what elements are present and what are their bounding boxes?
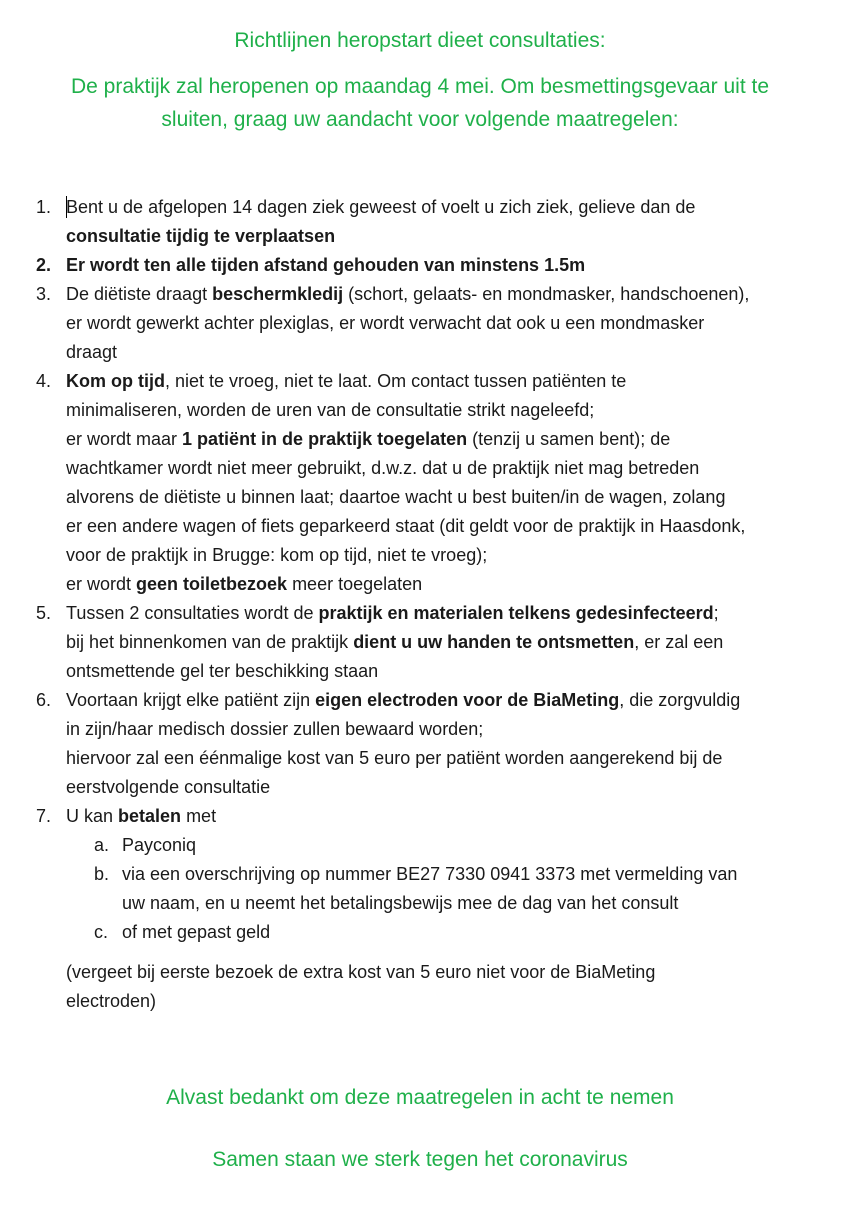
list-item-text: alvorens de diëtiste u binnen laat; daartoe wacht u best buiten/in de wagen, zolang: [66, 487, 726, 507]
list-item-text: meer toegelaten: [287, 574, 423, 594]
list-item-5: [30, 599, 840, 686]
list-number: 2.: [36, 255, 52, 275]
list-item-bold: Kom op tijd: [66, 371, 165, 391]
list-item-text: bij het binnenkomen van de praktijk: [66, 632, 354, 652]
list-item-bold: consultatie tijdig te verplaatsen: [66, 226, 336, 246]
list-item-2: [30, 251, 840, 280]
list-item-text: Bent u de afgelopen 14 dagen ziek geweest of voelt u zich ziek, gelieve dan de: [66, 197, 696, 217]
list-item-bold: praktijk en materialen telkens gedesinfecteerd: [318, 603, 714, 623]
list-item-bold: 1 patiënt in de praktijk toegelaten: [182, 429, 468, 449]
list-item-text: De diëtiste draagt: [66, 284, 213, 304]
list-item-text: , niet te vroeg, niet te laat. Om contact tussen patiënten te: [164, 371, 627, 391]
list-item-text: in zijn/haar medisch dossier zullen bewaard worden;: [66, 719, 484, 739]
list-item-text: minimaliseren, worden de uren van de consultatie strikt nageleefd;: [66, 400, 595, 420]
list-item-3: [30, 280, 840, 367]
intro-line-1: De praktijk zal heropenen op maandag 4 mei. Om besmettingsgevaar uit te: [70, 75, 770, 98]
list-item-bold: geen toiletbezoek: [136, 574, 288, 594]
list-item-text: wachtkamer wordt niet meer gebruikt, d.w.z. dat u de praktijk niet mag betreden: [66, 458, 700, 478]
list-item-text: , die zorgvuldig: [619, 690, 741, 710]
list-item-text: er wordt gewerkt achter plexiglas, er wordt verwacht dat ook u een mondmasker: [66, 313, 705, 333]
list-item-text: met: [181, 806, 217, 826]
list-item-6: [30, 686, 840, 802]
list-item-text: ;: [713, 603, 719, 623]
list-item-text: draagt: [66, 342, 118, 362]
list-item-text: U kan: [66, 806, 119, 826]
list-item-text: Voortaan krijgt elke patiënt zijn: [66, 690, 316, 710]
sub-item-text: of met gepast geld: [122, 922, 271, 942]
list-item-text: (tenzij u samen bent); de: [467, 429, 671, 449]
measures-list: [30, 193, 840, 947]
intro-line-2: sluiten, graag uw aandacht voor volgende maatregelen:: [161, 108, 679, 131]
list-item-text: voor de praktijk in Brugge: kom op tijd, niet te vroeg);: [66, 545, 488, 565]
list-item-text: (schort, gelaats- en mondmasker, handschoenen),: [343, 284, 750, 304]
list-item-text: eerstvolgende consultatie: [66, 777, 271, 797]
note-line-2: electroden): [66, 991, 157, 1011]
list-item-text: , er zal een: [634, 632, 724, 652]
list-item-bold: dient u uw handen te ontsmetten: [353, 632, 635, 652]
list-item-4: [30, 367, 840, 599]
list-item-bold: eigen electroden voor de BiaMeting: [315, 690, 620, 710]
list-number: 7.: [36, 806, 52, 826]
sub-list-letter: a.: [94, 835, 110, 855]
list-item-text: er wordt maar: [66, 429, 183, 449]
list-item-text: er een andere wagen of fiets geparkeerd staat (dit geldt voor de praktijk in Haasdonk,: [66, 516, 746, 536]
list-number: 3.: [36, 284, 52, 304]
list-number: 5.: [36, 603, 52, 623]
sub-item-a: [30, 831, 840, 860]
list-item-1: [30, 193, 840, 251]
list-item-text: ontsmettende gel ter beschikking staan: [66, 661, 379, 681]
sub-item-c: [30, 918, 840, 947]
list-item-text: hiervoor zal een éénmalige kost van 5 euro per patiënt worden aangerekend bij de: [66, 748, 723, 768]
list-number: 4.: [36, 371, 52, 391]
list-item-text: er wordt: [66, 574, 137, 594]
list-item-text: Tussen 2 consultaties wordt de: [66, 603, 319, 623]
list-item-bold: Er wordt ten alle tijden afstand gehouden van minstens 1.5m: [66, 255, 586, 275]
note-line-1: (vergeet bij eerste bezoek de extra kost van 5 euro niet voor de BiaMeting: [66, 962, 656, 982]
list-number: 6.: [36, 690, 52, 710]
sub-item-text: uw naam, en u neemt het betalingsbewijs mee de dag van het consult: [122, 893, 679, 913]
sub-item-text: via een overschrijving op nummer BE27 7330 0941 3373 met vermelding van: [122, 864, 738, 884]
thanks-message: Alvast bedankt om deze maatregelen in acht te nemen: [166, 1086, 674, 1109]
cost-note: [66, 958, 826, 1016]
sub-list-letter: b.: [94, 864, 110, 884]
sub-item-b: [30, 860, 840, 918]
list-item-bold: betalen: [118, 806, 182, 826]
sub-list-letter: c.: [94, 922, 109, 942]
list-item-bold: beschermkledij: [212, 284, 344, 304]
list-item-7: [30, 802, 840, 831]
list-number: 1.: [36, 197, 52, 217]
intro-paragraph: [20, 70, 820, 136]
document-title: Richtlijnen heropstart dieet consultaties:: [234, 29, 606, 52]
sub-item-text: Payconiq: [122, 835, 197, 855]
together-message: Samen staan we sterk tegen het coronavirus: [212, 1148, 628, 1171]
